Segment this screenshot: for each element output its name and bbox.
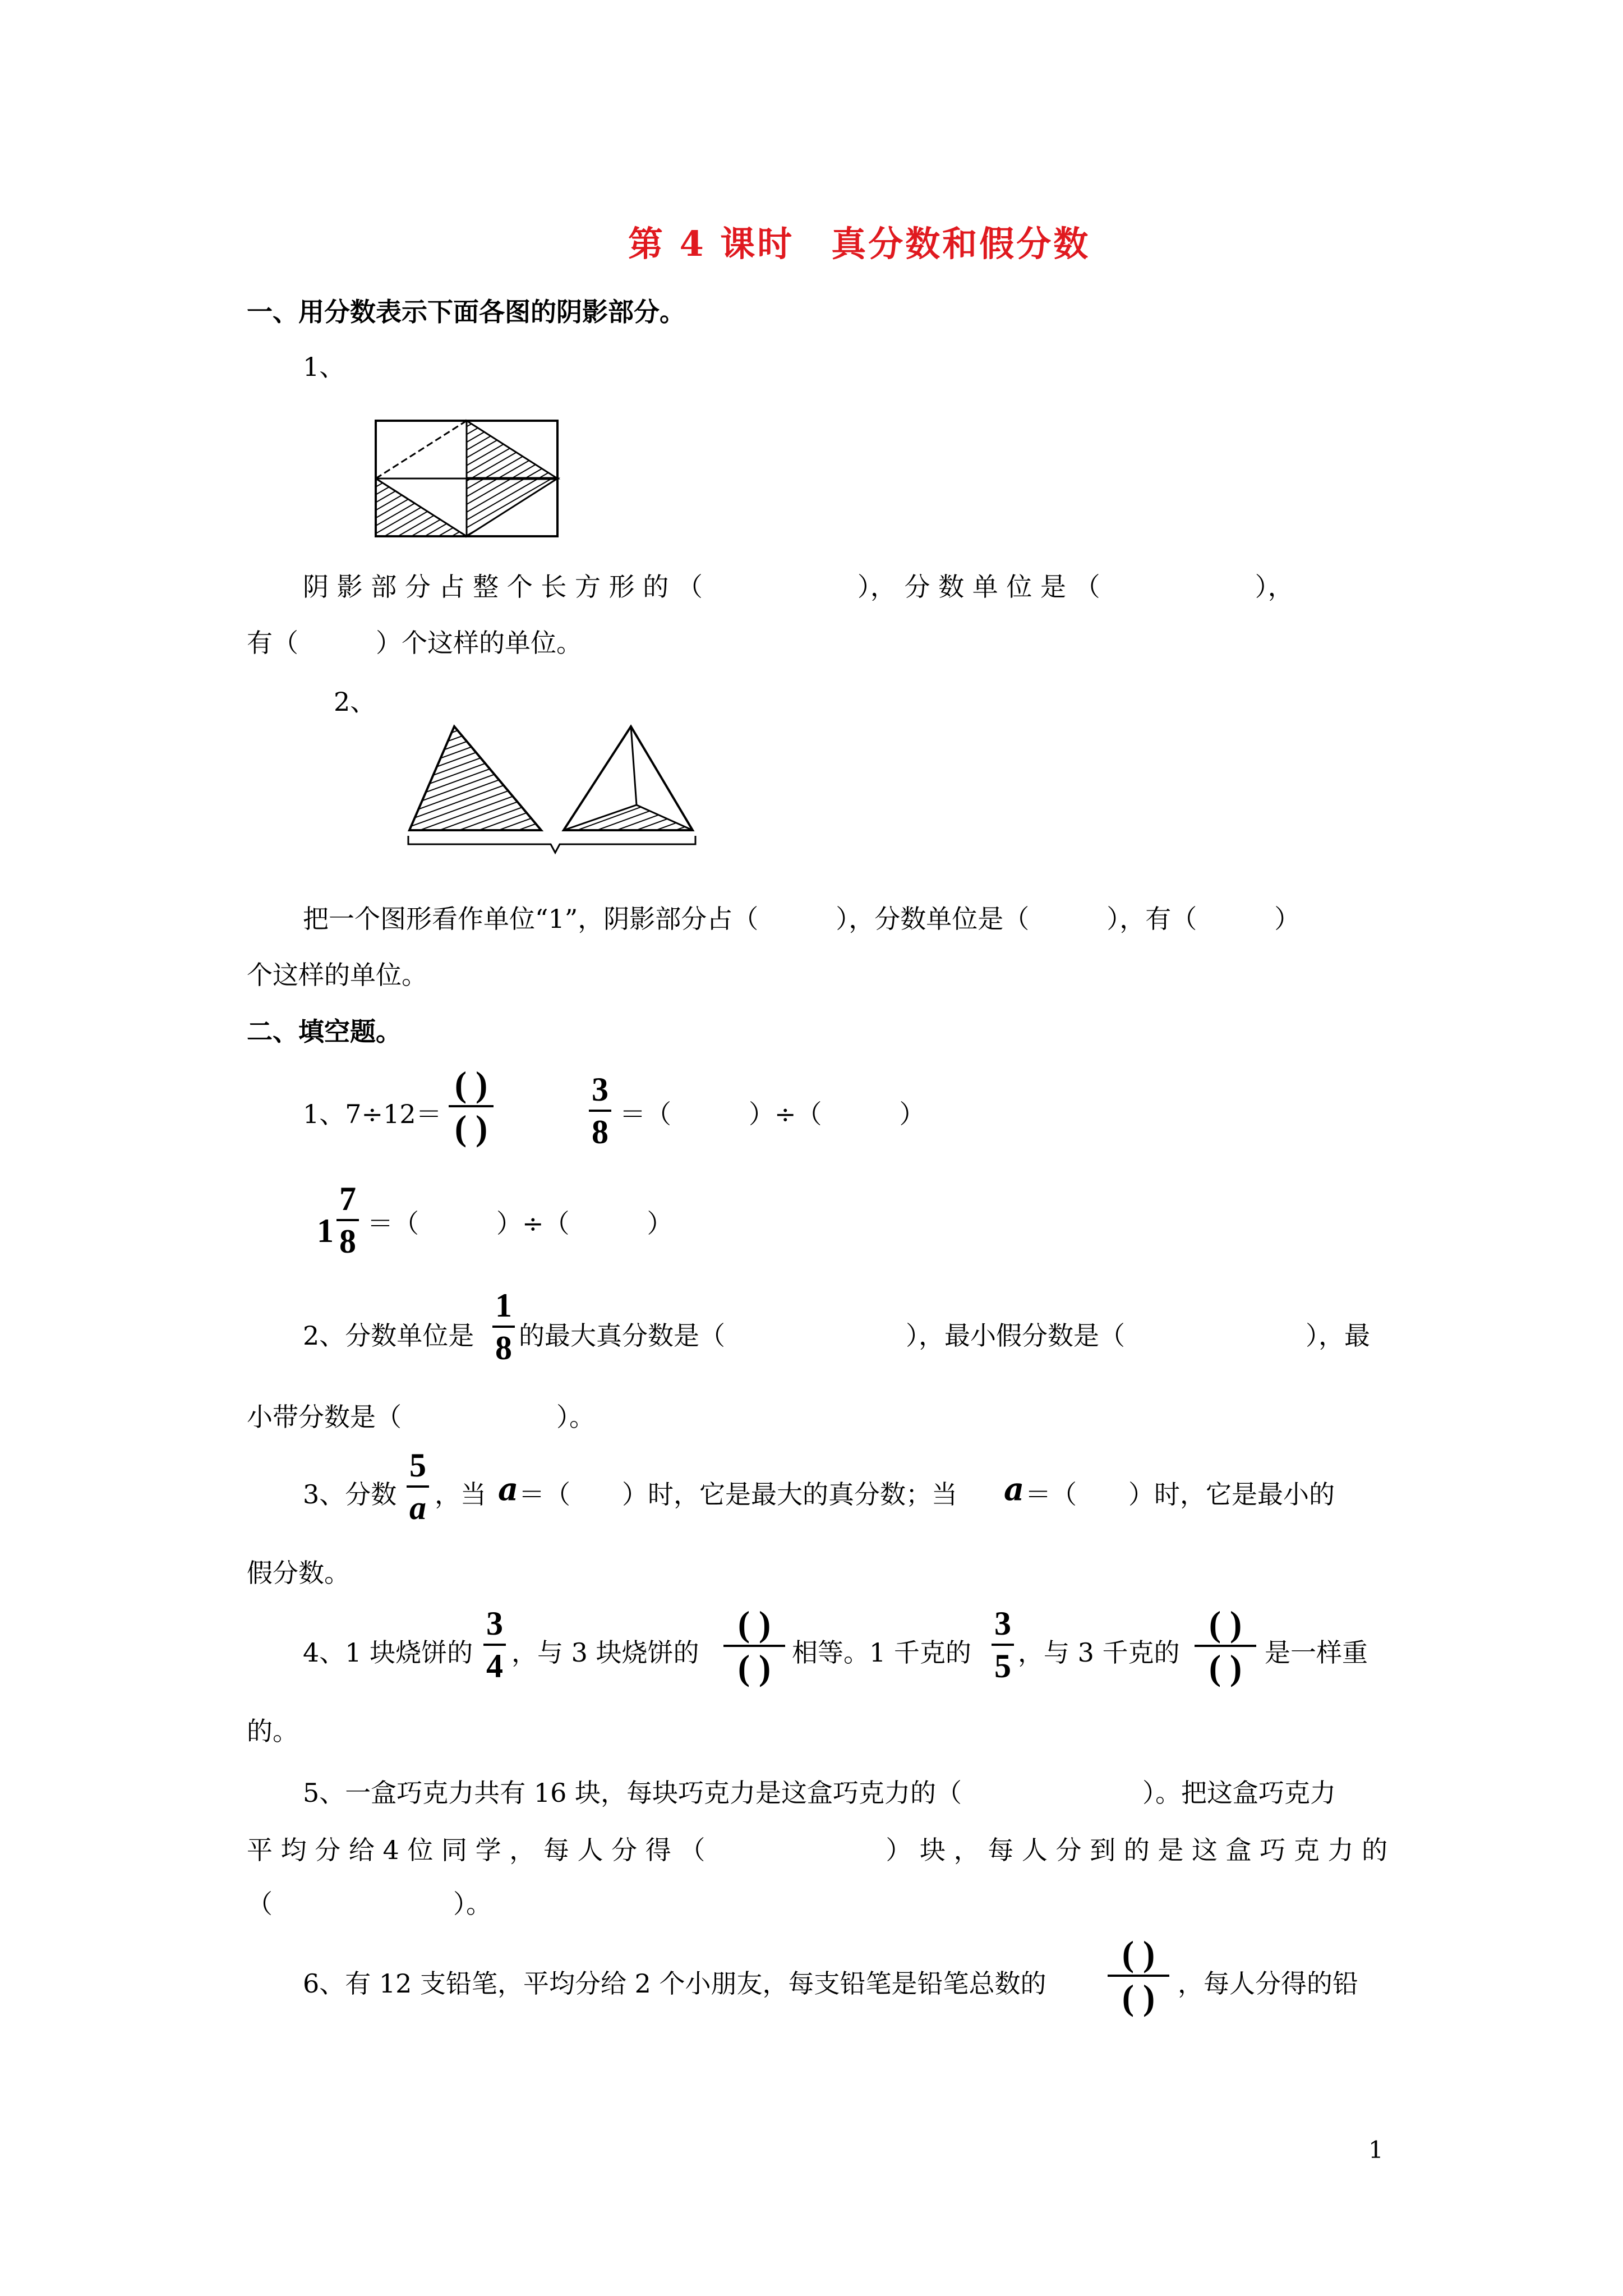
- s2-q4-line2: 的。: [247, 1716, 298, 1746]
- rectangle-figure: [373, 418, 564, 541]
- s2-q3-mid1: ，当: [435, 1479, 486, 1510]
- s2-q4-fraction-3-5: [992, 1605, 1014, 1684]
- s2-q4-blank-fraction-2: [1195, 1605, 1256, 1686]
- fraction-bar: [1108, 1975, 1169, 1977]
- fraction-numerator: 5: [409, 1447, 426, 1484]
- s2-q5-line1: 5、一盒巧克力共有 16 块，每块巧克力是这盒巧克力的（ ）。把这盒巧克力: [303, 1778, 1336, 1808]
- fraction-denominator: ( ): [737, 1648, 771, 1687]
- s2-q3-line2: 假分数。: [247, 1558, 350, 1588]
- section-1-heading: 一、用分数表示下面各图的阴影部分。: [247, 297, 685, 327]
- fraction-bar: [483, 1644, 506, 1646]
- fraction-denominator: 8: [592, 1114, 608, 1151]
- s2-q5-line2: 平 均 分 给 4 位 同 学 ， 每 人 分 得 （ ） 块 ， 每 人 分 到 的 是 这 盒 巧 克 力 的: [247, 1835, 1388, 1865]
- s2-q4-pre: 4、1 块烧饼的: [303, 1637, 473, 1668]
- q1-number: 1、: [303, 352, 345, 382]
- fraction-numerator: ( ): [1122, 1934, 1155, 1973]
- s2-q3-fraction: [407, 1447, 429, 1526]
- s2-q2-post: 的最大真分数是（ ），最小假分数是（ ），最: [519, 1320, 1370, 1351]
- fraction-numerator: ( ): [737, 1604, 771, 1644]
- fraction-bar: [407, 1485, 429, 1488]
- fraction-denominator: 4: [486, 1648, 503, 1685]
- s2-q2-pre: 2、分数单位是: [303, 1320, 474, 1351]
- section-2-heading: 二、填空题。: [247, 1016, 402, 1047]
- s2-q4-mid1: ，与 3 块烧饼的: [511, 1637, 699, 1668]
- fraction-denominator: ( ): [1122, 1977, 1155, 2017]
- s2-q1-after-mixed: ＝（ ）÷（ ）: [367, 1208, 673, 1239]
- fraction-denominator: 5: [994, 1648, 1011, 1685]
- fraction-numerator: 3: [994, 1605, 1011, 1642]
- s2-q1-prefix: 1、7÷12＝: [303, 1099, 442, 1129]
- s2-q1-mixed-fraction: [336, 1181, 359, 1259]
- fraction-numerator: 3: [486, 1605, 503, 1642]
- fraction-denominator: ( ): [454, 1108, 488, 1148]
- fraction-numerator: 7: [339, 1180, 356, 1217]
- triangles-figure: [404, 721, 707, 861]
- fraction-denominator: 8: [339, 1223, 356, 1260]
- q1-text-line1: 阴 影 部 分 占 整 个 长 方 形 的 （ ）， 分 数 单 位 是 （ ），: [303, 572, 1294, 602]
- s2-q3-mid2: ＝（ ）时，它是最大的真分数；当: [519, 1479, 957, 1510]
- fraction-numerator: ( ): [1209, 1604, 1242, 1644]
- s2-q1-blank-fraction: [449, 1066, 494, 1147]
- fraction-numerator: 3: [592, 1071, 608, 1108]
- s2-q3-var-a-1: a: [498, 1471, 519, 1508]
- fraction-bar: [449, 1105, 494, 1107]
- s2-q2-line2: 小带分数是（ ）。: [247, 1402, 595, 1432]
- fraction-numerator: 1: [495, 1287, 512, 1324]
- fraction-denominator: 8: [495, 1329, 512, 1366]
- s2-q4-mid4: 是一样重: [1265, 1637, 1368, 1668]
- q2-text-line1: 把一个图形看作单位“1”，阴影部分占（ ），分数单位是（ ），有（ ）: [303, 904, 1301, 934]
- s2-q2-fraction: [492, 1287, 515, 1366]
- fraction-denominator: ( ): [1209, 1648, 1242, 1687]
- s2-q4-blank-fraction-1: [723, 1605, 785, 1686]
- s2-q3-mid3: ＝（ ）时，它是最小的: [1025, 1479, 1335, 1510]
- q2-number: 2、: [334, 687, 376, 717]
- s2-q3-pre: 3、分数: [303, 1479, 397, 1510]
- s2-q3-var-a-2: a: [1004, 1471, 1025, 1508]
- page-number: 1: [1368, 2136, 1384, 2164]
- fraction-bar: [1195, 1645, 1256, 1647]
- s2-q6-post: ，每人分得的铅: [1178, 1968, 1358, 1999]
- s2-q6-pre: 6、有 12 支铅笔，平均分给 2 个小朋友，每支铅笔是铅笔总数的: [303, 1968, 1046, 1999]
- s2-q6-blank-fraction: [1108, 1935, 1169, 2016]
- s2-q1-fraction-3-8: [589, 1071, 611, 1150]
- fraction-numerator: ( ): [454, 1064, 488, 1104]
- s2-q1-mixed-whole: 1: [317, 1212, 334, 1249]
- fraction-bar: [992, 1644, 1014, 1646]
- fraction-bar: [336, 1219, 359, 1221]
- s2-q1-after-3-8: ＝（ ）÷（ ）: [620, 1099, 925, 1129]
- s2-q4-mid3: ，与 3 千克的: [1018, 1637, 1180, 1668]
- q1-text-line2: 有（ ）个这样的单位。: [247, 628, 582, 658]
- fraction-bar: [589, 1110, 611, 1112]
- fraction-bar: [492, 1326, 515, 1328]
- fraction-bar: [723, 1645, 785, 1647]
- s2-q4-fraction-3-4: [483, 1605, 506, 1684]
- page-title: 第 4 课时 真分数和假分数: [628, 223, 1091, 264]
- s2-q4-mid2: 相等。1 千克的: [792, 1637, 971, 1668]
- fraction-denominator: a: [409, 1489, 426, 1526]
- q2-text-line2: 个这样的单位。: [247, 960, 427, 990]
- s2-q5-line3: （ ）。: [247, 1889, 492, 1919]
